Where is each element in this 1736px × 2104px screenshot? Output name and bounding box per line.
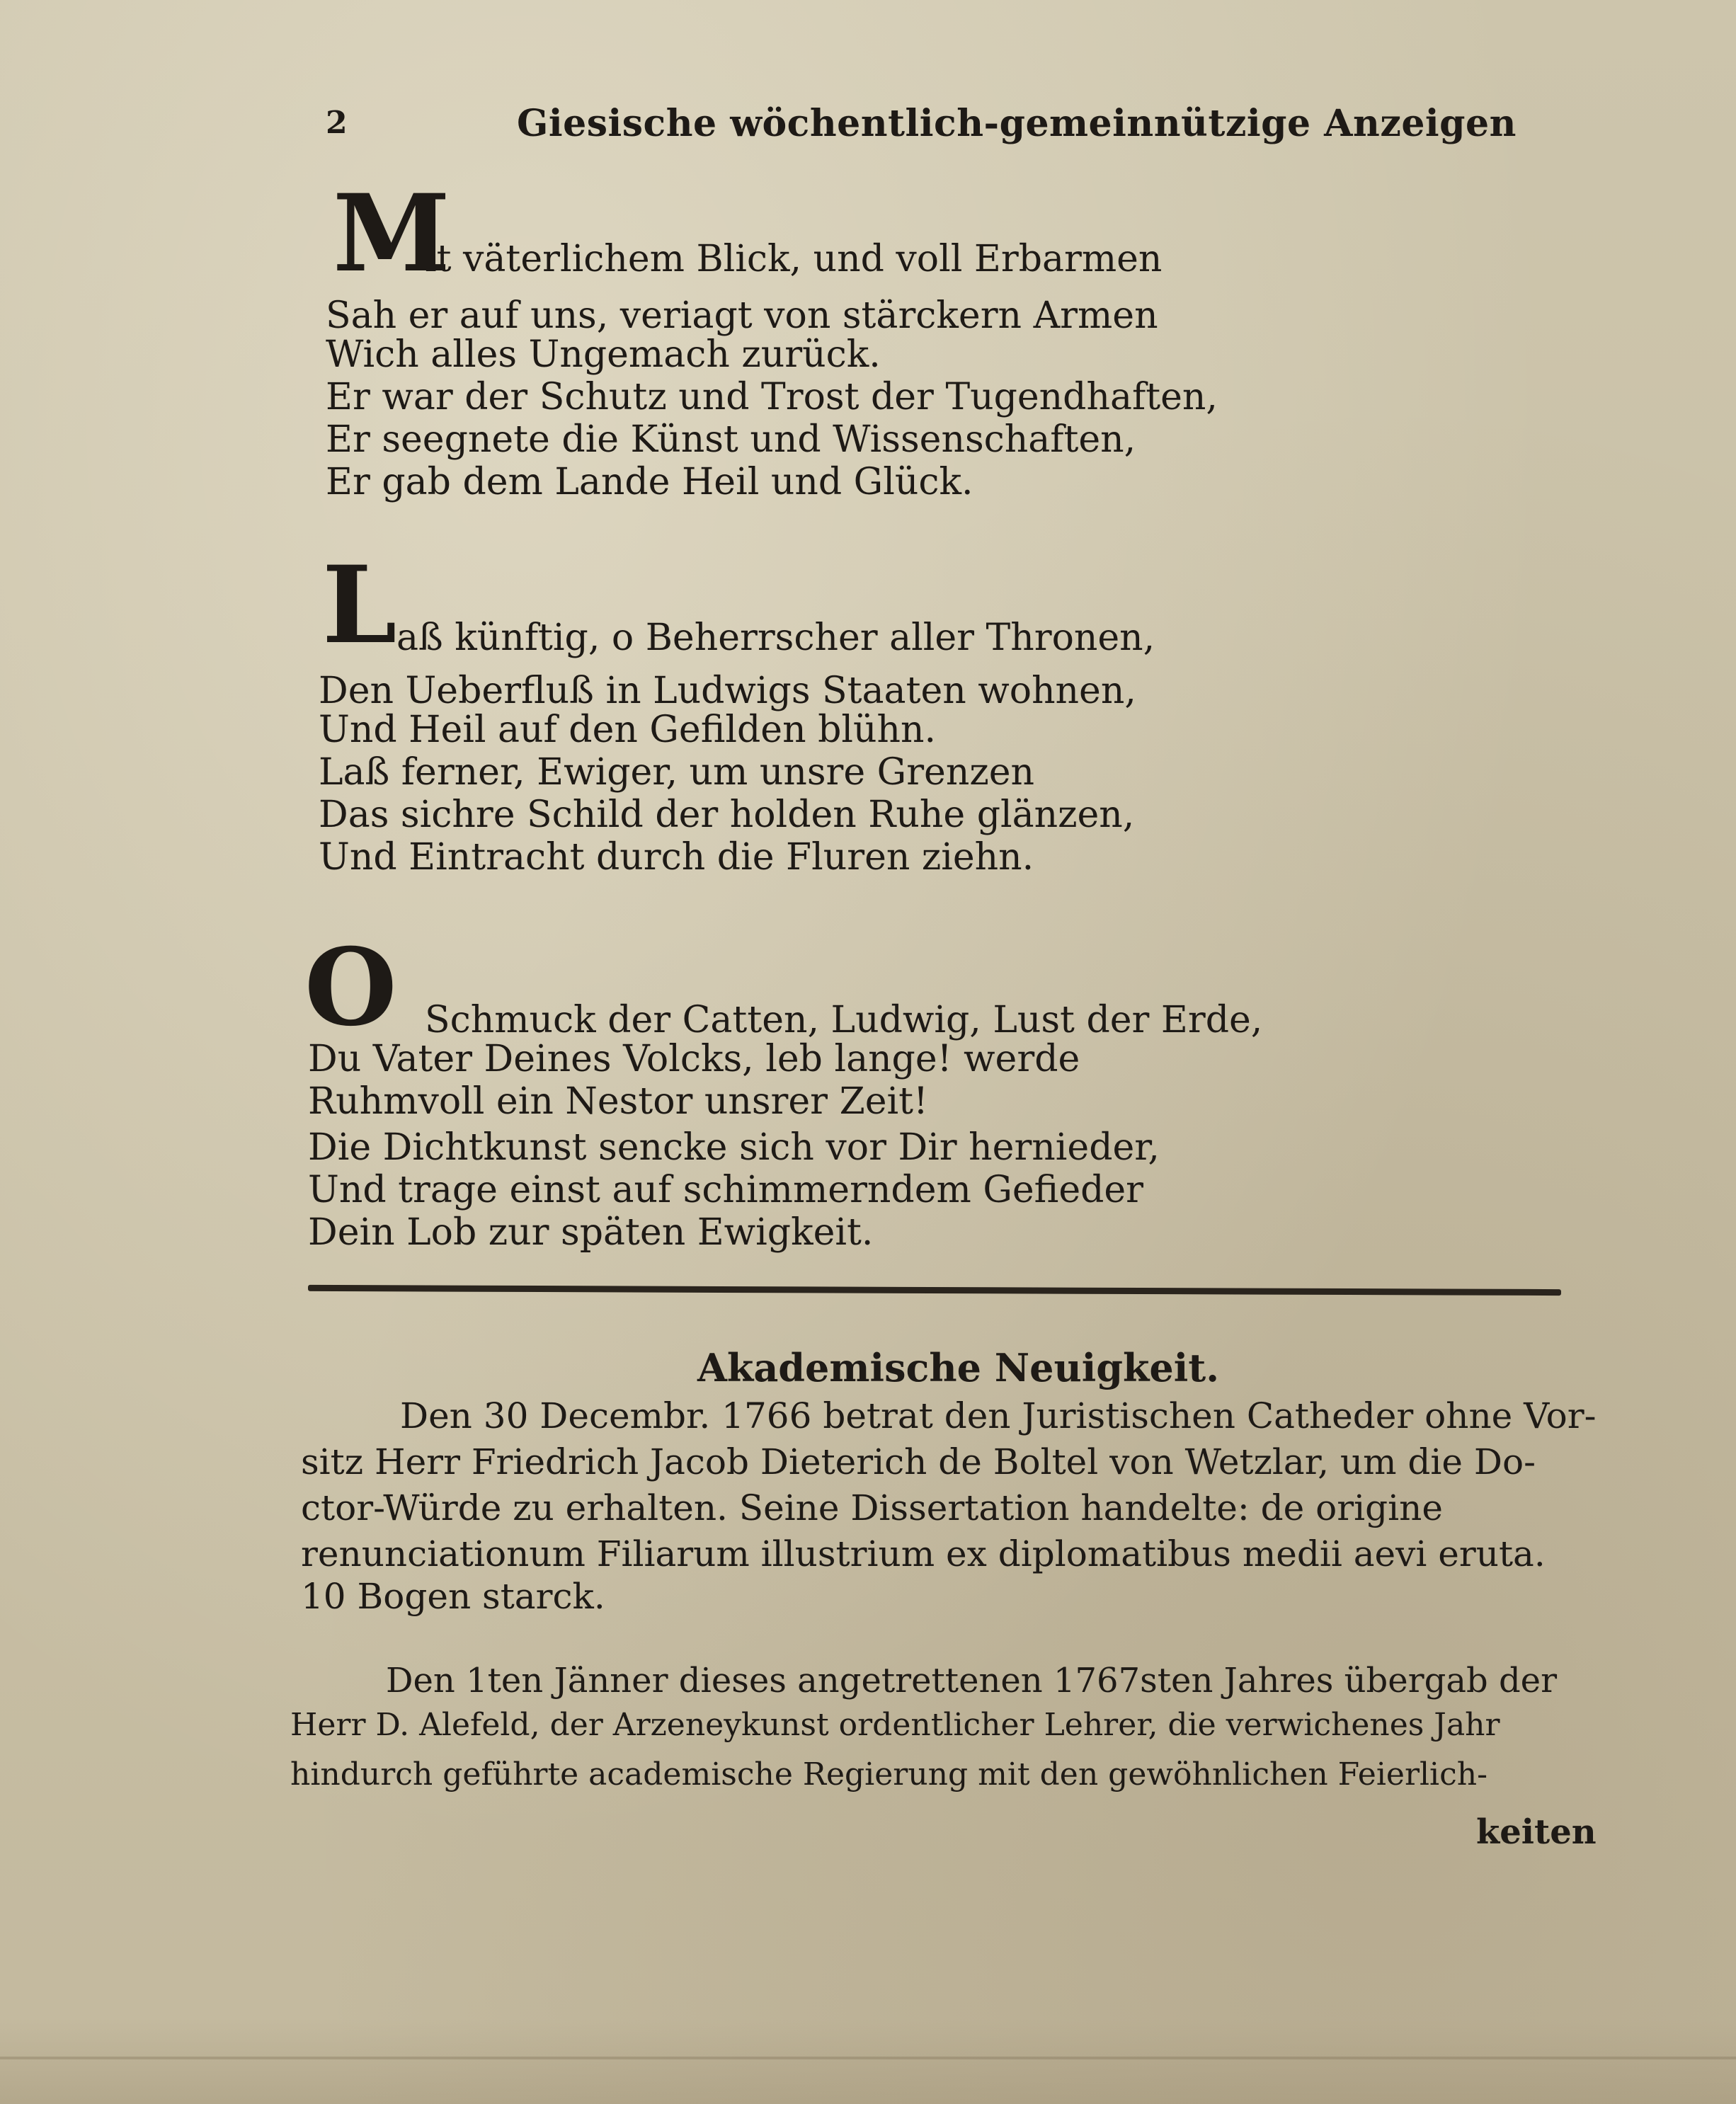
poem-line: Den Ueberfluß in Ludwigs Staaten wohnen, xyxy=(319,670,1136,712)
poem-line: Er war der Schutz und Trost der Tugendhaften, xyxy=(326,376,1218,418)
poem-line: Schmuck der Catten, Ludwig, Lust der Erde, xyxy=(425,999,1263,1041)
poem-line: Und trage einst auf schimmerndem Gefieder xyxy=(308,1169,1144,1211)
poem-line: Ruhmvoll ein Nestor unsrer Zeit! xyxy=(308,1080,928,1123)
running-head: Giesische wöchentlich-gemeinnützige Anzeigen xyxy=(517,102,1517,145)
poem-line: Das sichre Schild der holden Ruhe glänzen, xyxy=(319,794,1135,836)
page-header xyxy=(326,99,1517,163)
poem-line: Er gab dem Lande Heil und Glück. xyxy=(326,461,973,503)
poem-line: Und Heil auf den Gefilden blühn. xyxy=(319,709,937,751)
page-number: 2 xyxy=(326,105,348,141)
drop-cap-initial: O xyxy=(304,925,397,1050)
paragraph-line: Den 1ten Jänner dieses angetrettenen 1767sten Jahres übergab der xyxy=(386,1661,1558,1700)
paragraph-line: ctor-Würde zu erhalten. Seine Dissertation handelte: de origine xyxy=(301,1487,1443,1528)
poem-line: Wich alles Ungemach zurück. xyxy=(326,333,881,376)
catchword: keiten xyxy=(1476,1812,1597,1852)
drop-cap-initial: M xyxy=(333,171,451,296)
drop-cap-initial: L xyxy=(322,543,397,668)
paper-edge-shadow xyxy=(0,2019,1736,2104)
paragraph-line: renunciationum Filiarum illustrium ex diplomatibus medii aevi eruta. xyxy=(301,1533,1546,1574)
paragraph-line: Den 30 Decembr. 1766 betrat den Juristischen Catheder ohne Vor- xyxy=(400,1395,1597,1436)
poem-line: Du Vater Deines Volcks, leb lange! werde xyxy=(308,1038,1080,1080)
poem-line: Er seegnete die Künst und Wissenschaften, xyxy=(326,418,1136,461)
section-title: Akademische Neuigkeit. xyxy=(697,1345,1220,1390)
paragraph-line: hindurch geführte academische Regierung mit den gewöhnlichen Feierlich- xyxy=(290,1756,1487,1793)
section-divider-rule xyxy=(308,1285,1561,1296)
paragraph-line: 10 Bogen starck. xyxy=(301,1576,605,1617)
poem-line: Die Dichtkunst sencke sich vor Dir hernieder, xyxy=(308,1126,1160,1169)
poem-line: Laß ferner, Ewiger, um unsre Grenzen xyxy=(319,751,1034,794)
poem-line: Und Eintracht durch die Fluren ziehn. xyxy=(319,836,1034,879)
poem-line: Sah er auf uns, veriagt von stärckern Armen xyxy=(326,295,1158,337)
poem-line: aß künftig, o Beherrscher aller Thronen, xyxy=(396,617,1155,659)
paragraph-line: Herr D. Alefeld, der Arzeneykunst ordentlicher Lehrer, die verwichenes Jahr xyxy=(290,1707,1500,1743)
poem-line: Dein Lob zur späten Ewigkeit. xyxy=(308,1211,874,1254)
poem-line: it väterlichem Blick, und voll Erbarmen xyxy=(425,238,1163,280)
paragraph-line: sitz Herr Friedrich Jacob Dieterich de Boltel von Wetzlar, um die Do- xyxy=(301,1441,1536,1482)
